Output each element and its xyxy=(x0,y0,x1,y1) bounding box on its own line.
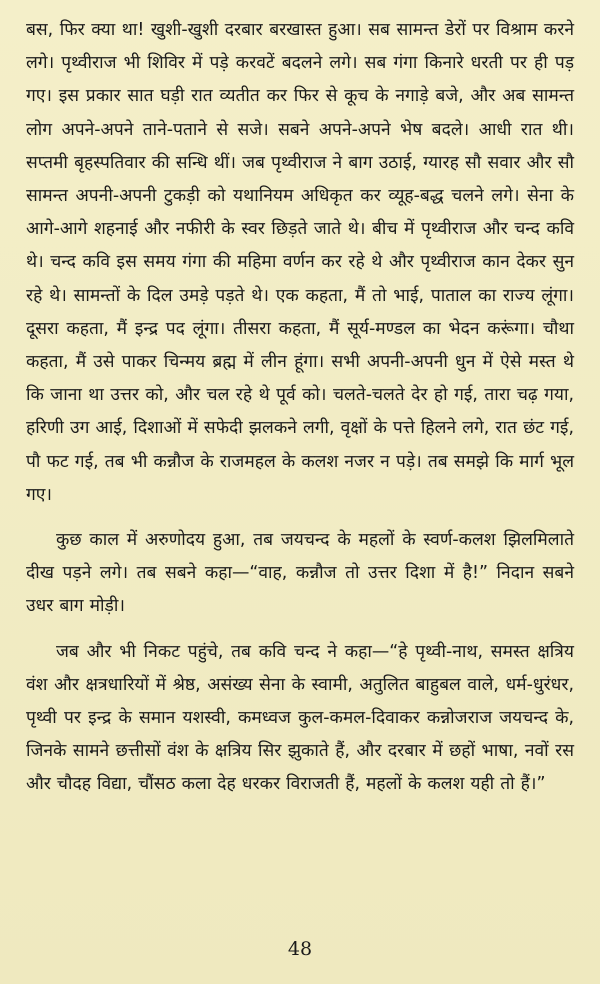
paragraph-gap xyxy=(26,512,574,524)
page-number: 48 xyxy=(287,938,313,960)
paragraph-3: जब और भी निकट पहुंचे, तब कवि चन्द ने कहा—“हे पृथ्वी-नाथ, समस्त क्षत्रिय वंश और क्षत्रधारियों में श्रेष्ठ, असंख्य सेना के स्वामी, अतुलित बाहुबल वाले, धर्म-धुरंधर, पृथ्वी पर इन्द्र के समान यशस्वी, कमध्वज कुल-कमल-दिवाकर कन्नोजराज जयचन्द के, जिनके सामने छत्तीसों वंश के क्षत्रिय सिर झुकाते हैं, और दरबार में छहों भाषा, नवों रस और चौदह विद्या, चौंसठ कला देह धरकर विराजती हैं, महलों के कलश यही तो हैं।” xyxy=(26,641,574,795)
paragraph-gap xyxy=(26,624,574,636)
paragraph-2: कुछ काल में अरुणोदय हुआ, तब जयचन्द के महलों के स्वर्ण-कलश झिलमिलाते दीख पड़ने लगे। तब सबने कहा—“वाह, कन्नौज तो उत्तर दिशा में है!” निदान सबने उधर बाग मोड़ी। xyxy=(26,530,574,617)
paragraph-1: बस, फिर क्या था! खुशी-खुशी दरबार बरखास्त हुआ। सब सामन्त डेरों पर विश्राम करने लगे। पृथ्वीराज भी शिविर में पड़े करवटें बदलने लगे। सब गंगा किनारे धरती पर ही पड़ गए। इस प्रकार सात घड़ी रात व्यतीत कर फिर से कूच के नगाड़े बजे, और अब सामन्त लोग अपने-अपने ताने-पताने से सजे। सबने अपने-अपने भेष बदले। आधी रात थी। सप्तमी बृहस्पतिवार की सन्धि थीं। जब पृथ्वीराज ने बाग उठाई, ग्यारह सौ सवार और सौ सामन्त अपनी-अपनी टुकड़ी को यथानियम अधिकृत कर व्यूह-बद्ध चलने लगे। सेना के आगे-आगे शहनाई और नफीरी के स्वर छिड़ते जाते थे। बीच में पृथ्वीराज और चन्द कवि थे। चन्द कवि इस समय गंगा की महिमा वर्णन कर रहे थे और पृथ्वीराज कान देकर सुन रहे थे। सामन्तों के दिल उमड़े पड़ते थे। एक कहता, मैं तो भाई, पाताल का राज्य लूंगा। दूसरा कहता, मैं इन्द्र पद लूंगा। तीसरा कहता, मैं सूर्य-मण्डल का भेदन करूंगा। चौथा कहता, मैं उसे पाकर चिन्मय ब्रह्म में लीन हूंगा। सभी अपनी-अपनी धुन में ऐसे मस्त थे कि जाना था उत्तर को, और चल रहे थे पूर्व को। चलते-चलते देर हो गई, तारा चढ़ गया, हरिणी उग आई, दिशाओं में सफेदी झलकने लगी, वृक्षों के पत्ते हिलने लगे, रात छंट गई, पौ फट गई, तब भी कन्नौज के राजमहल के कलश नजर न पड़े। तब समझे कि मार्ग भूल गए। xyxy=(26,20,574,505)
